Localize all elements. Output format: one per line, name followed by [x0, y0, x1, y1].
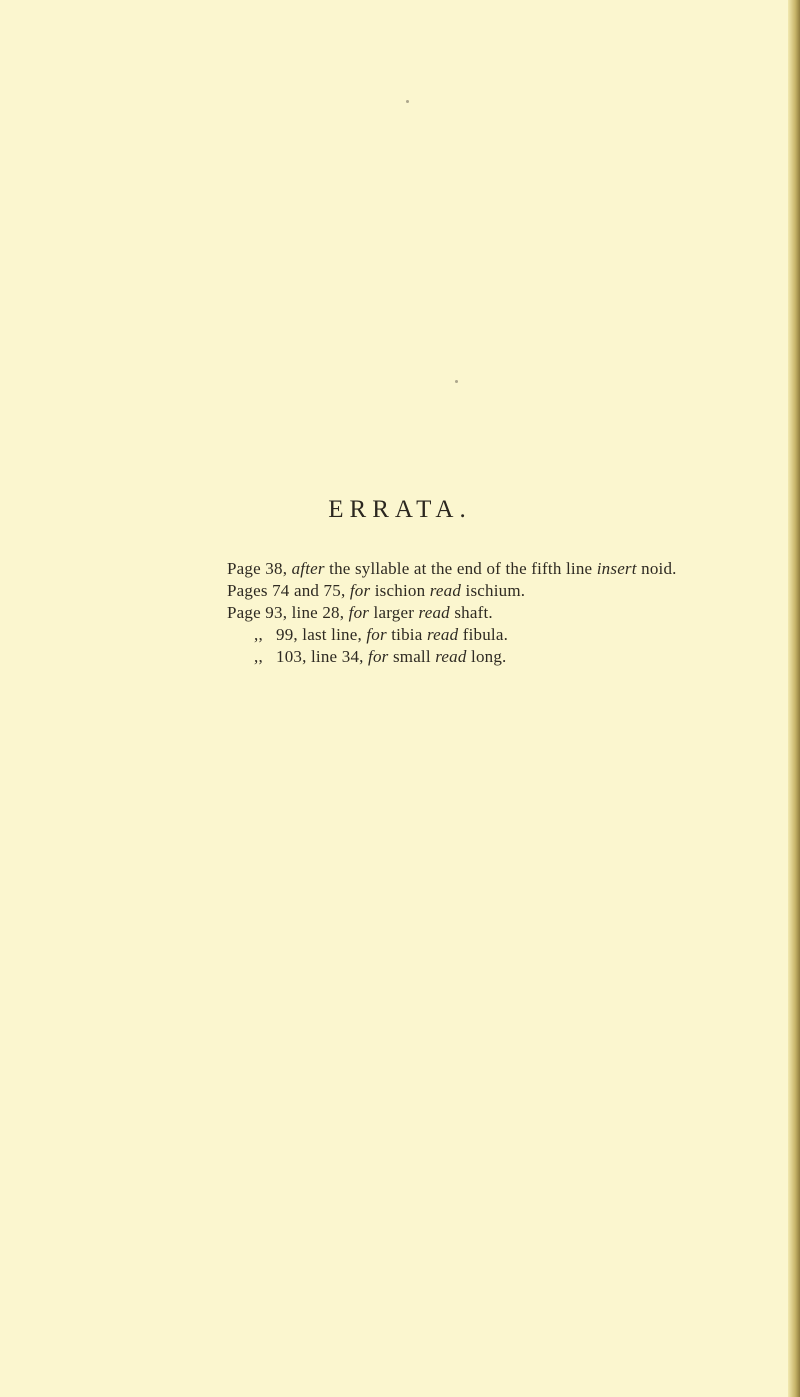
errata-entry-2: [227, 580, 677, 602]
paper-speck: [406, 100, 409, 103]
entry-italic-read: read: [435, 647, 467, 666]
entry-lead: 99, last line,: [276, 625, 367, 644]
entry-text: the syllable at the end of the fifth line: [324, 559, 597, 578]
paper-speck: [455, 380, 458, 383]
entry-italic-for: for: [348, 603, 370, 622]
page-edge: [788, 0, 800, 1397]
entry-text: small: [388, 647, 436, 666]
entry-italic-for: for: [368, 647, 389, 666]
entry-text: ischium.: [461, 581, 526, 600]
entry-lead: Pages 74 and 75,: [227, 581, 350, 600]
entry-lead: Page 93, line 28,: [227, 603, 349, 622]
entry-text: shaft.: [449, 603, 493, 622]
errata-entry-5: [227, 646, 677, 668]
entry-lead: Page 38,: [227, 559, 292, 578]
ditto-mark: ,,: [254, 625, 263, 644]
errata-heading: ERRATA.: [328, 496, 472, 523]
errata-entry-1: [227, 558, 677, 580]
entry-text: long.: [466, 647, 507, 666]
entry-italic-insert: insert: [596, 559, 637, 578]
entry-text: fibula.: [458, 625, 509, 644]
entry-italic-for: for: [349, 581, 371, 600]
ditto-mark: ,,: [254, 647, 263, 666]
errata-list: [227, 558, 677, 668]
entry-italic-after: after: [291, 559, 325, 578]
entry-italic-read: read: [429, 581, 462, 600]
entry-italic-read: read: [426, 625, 459, 644]
entry-lead: 103, line 34,: [276, 647, 369, 666]
entry-text: tibia: [386, 625, 427, 644]
entry-italic-read: read: [418, 603, 450, 622]
errata-entry-3: [227, 602, 677, 624]
entry-text: larger: [369, 603, 419, 622]
entry-text: ischion: [370, 581, 430, 600]
entry-italic-for: for: [366, 625, 387, 644]
entry-text: noid.: [636, 559, 677, 578]
errata-entry-4: [227, 624, 677, 646]
